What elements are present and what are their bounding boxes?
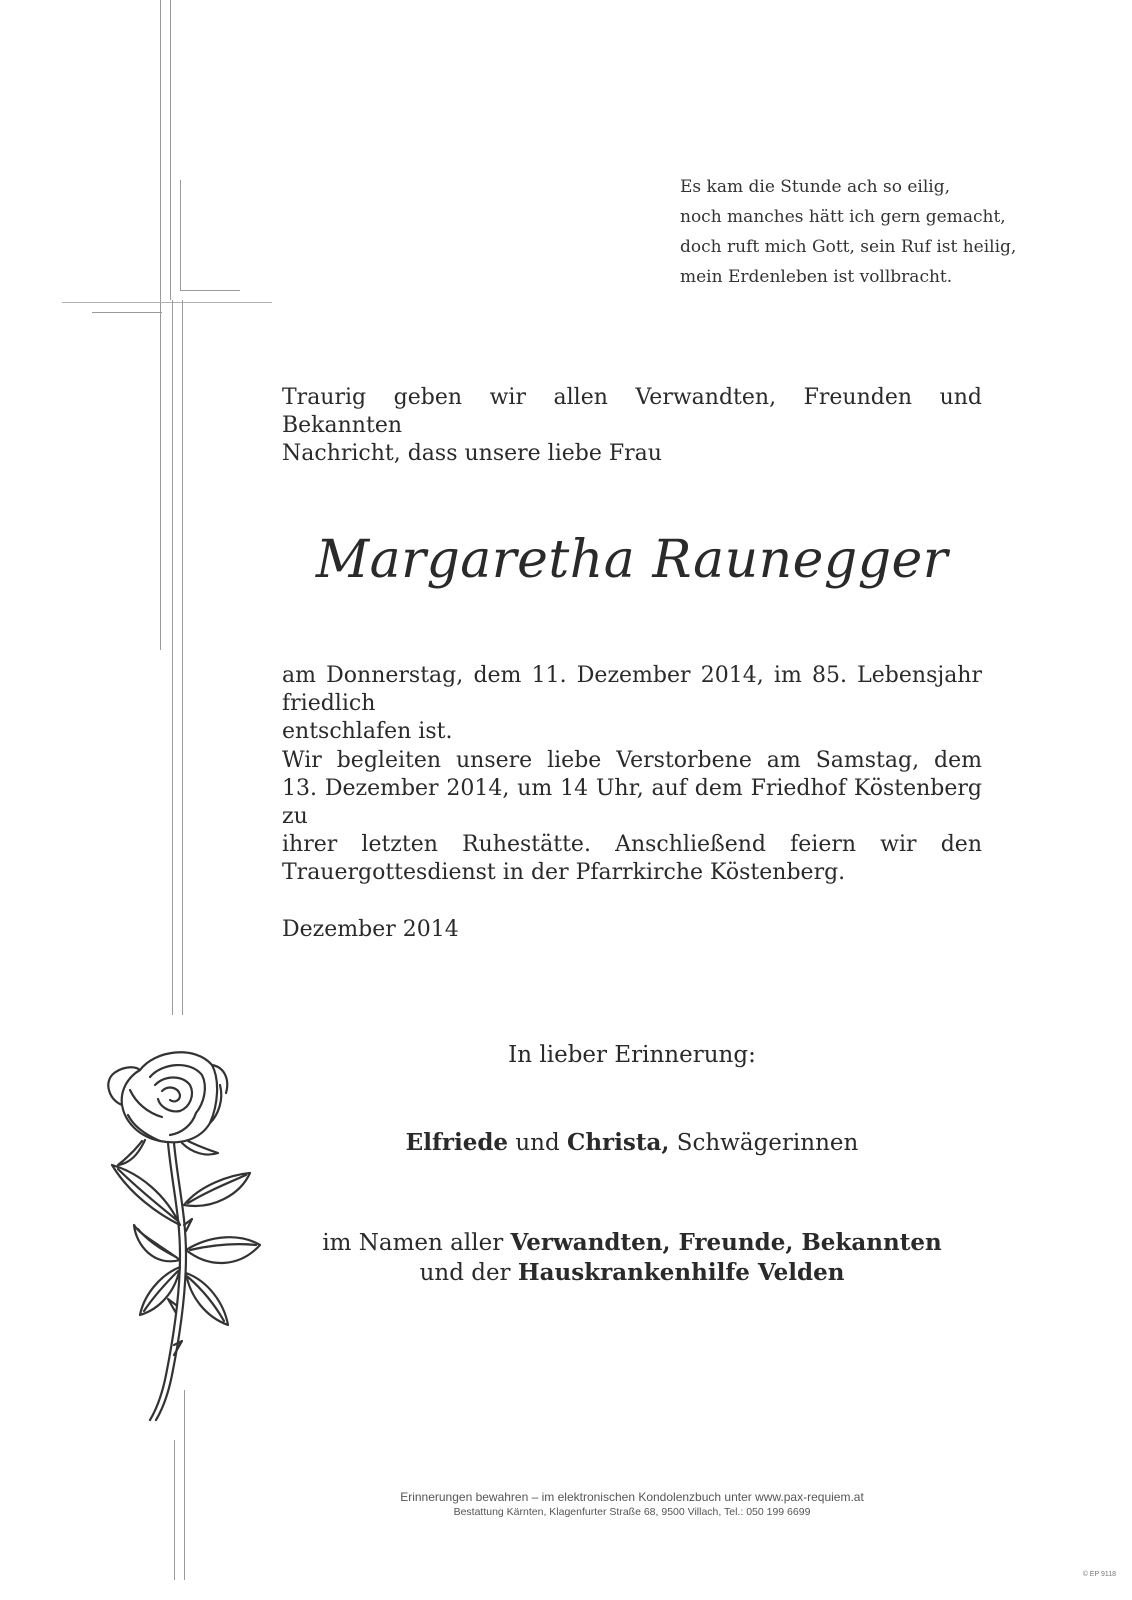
rose-icon [100, 1045, 270, 1425]
funeral-line: Wir begleiten unsere liebe Verstorbene am Samstag, dem [282, 748, 982, 773]
funeral-details [282, 747, 982, 887]
death-notice [282, 662, 982, 746]
behalf-prefix: im Namen aller [322, 1230, 504, 1256]
mourners-line [282, 1128, 982, 1158]
mourner-conjunction: und [515, 1130, 560, 1156]
funeral-line: Trauergottesdienst in der Pfarrkirche Köstenberg. [282, 860, 846, 885]
poem [680, 172, 1017, 292]
behalf-organization: Hauskrankenhilfe Velden [517, 1259, 845, 1286]
footer-address: Bestattung Kärnten, Klagenfurter Straße 68, 9500 Villach, Tel.: 050 199 6699 [453, 1506, 811, 1518]
funeral-line: ihrer letzten Ruhestätte. Anschließend feiern wir den [282, 832, 982, 857]
poem-line: noch manches hätt ich gern gemacht, [680, 207, 1006, 227]
mourner-name: Christa, [567, 1129, 670, 1156]
poem-line: mein Erdenleben ist vollbracht. [680, 267, 953, 287]
notice-date: Dezember 2014 [282, 917, 459, 942]
behalf-prefix-2: und der [419, 1260, 511, 1286]
footer [282, 1489, 982, 1520]
death-line: am Donnerstag, dem 11. Dezember 2014, im 85. Lebensjahr friedlich [282, 663, 982, 716]
footer-condolence: Erinnerungen bewahren – im elektronischen Kondolenzbuch unter www.pax-requiem.at [400, 1490, 864, 1504]
poem-line: doch ruft mich Gott, sein Ruf ist heilig, [680, 237, 1017, 257]
mourner-relation: Schwägerinnen [676, 1130, 859, 1156]
memory-heading: In lieber Erinnerung: [508, 1042, 756, 1068]
intro-line: Nachricht, dass unsere liebe Frau [282, 441, 662, 466]
funeral-line: 13. Dezember 2014, um 14 Uhr, auf dem Friedhof Köstenberg zu [282, 776, 982, 829]
poem-line: Es kam die Stunde ach so eilig, [680, 177, 951, 197]
behalf-block [282, 1228, 982, 1288]
behalf-groups: Verwandten, Freunde, Bekannten [510, 1229, 942, 1256]
death-line: entschlafen ist. [282, 719, 453, 744]
print-code: © EP 9118 [1082, 1571, 1116, 1578]
deceased-name: Margaretha Raunegger [315, 530, 949, 590]
announcement-intro [282, 384, 982, 468]
intro-line: Traurig geben wir allen Verwandten, Freunden und Bekannten [282, 385, 982, 438]
mourner-name: Elfriede [405, 1129, 509, 1156]
